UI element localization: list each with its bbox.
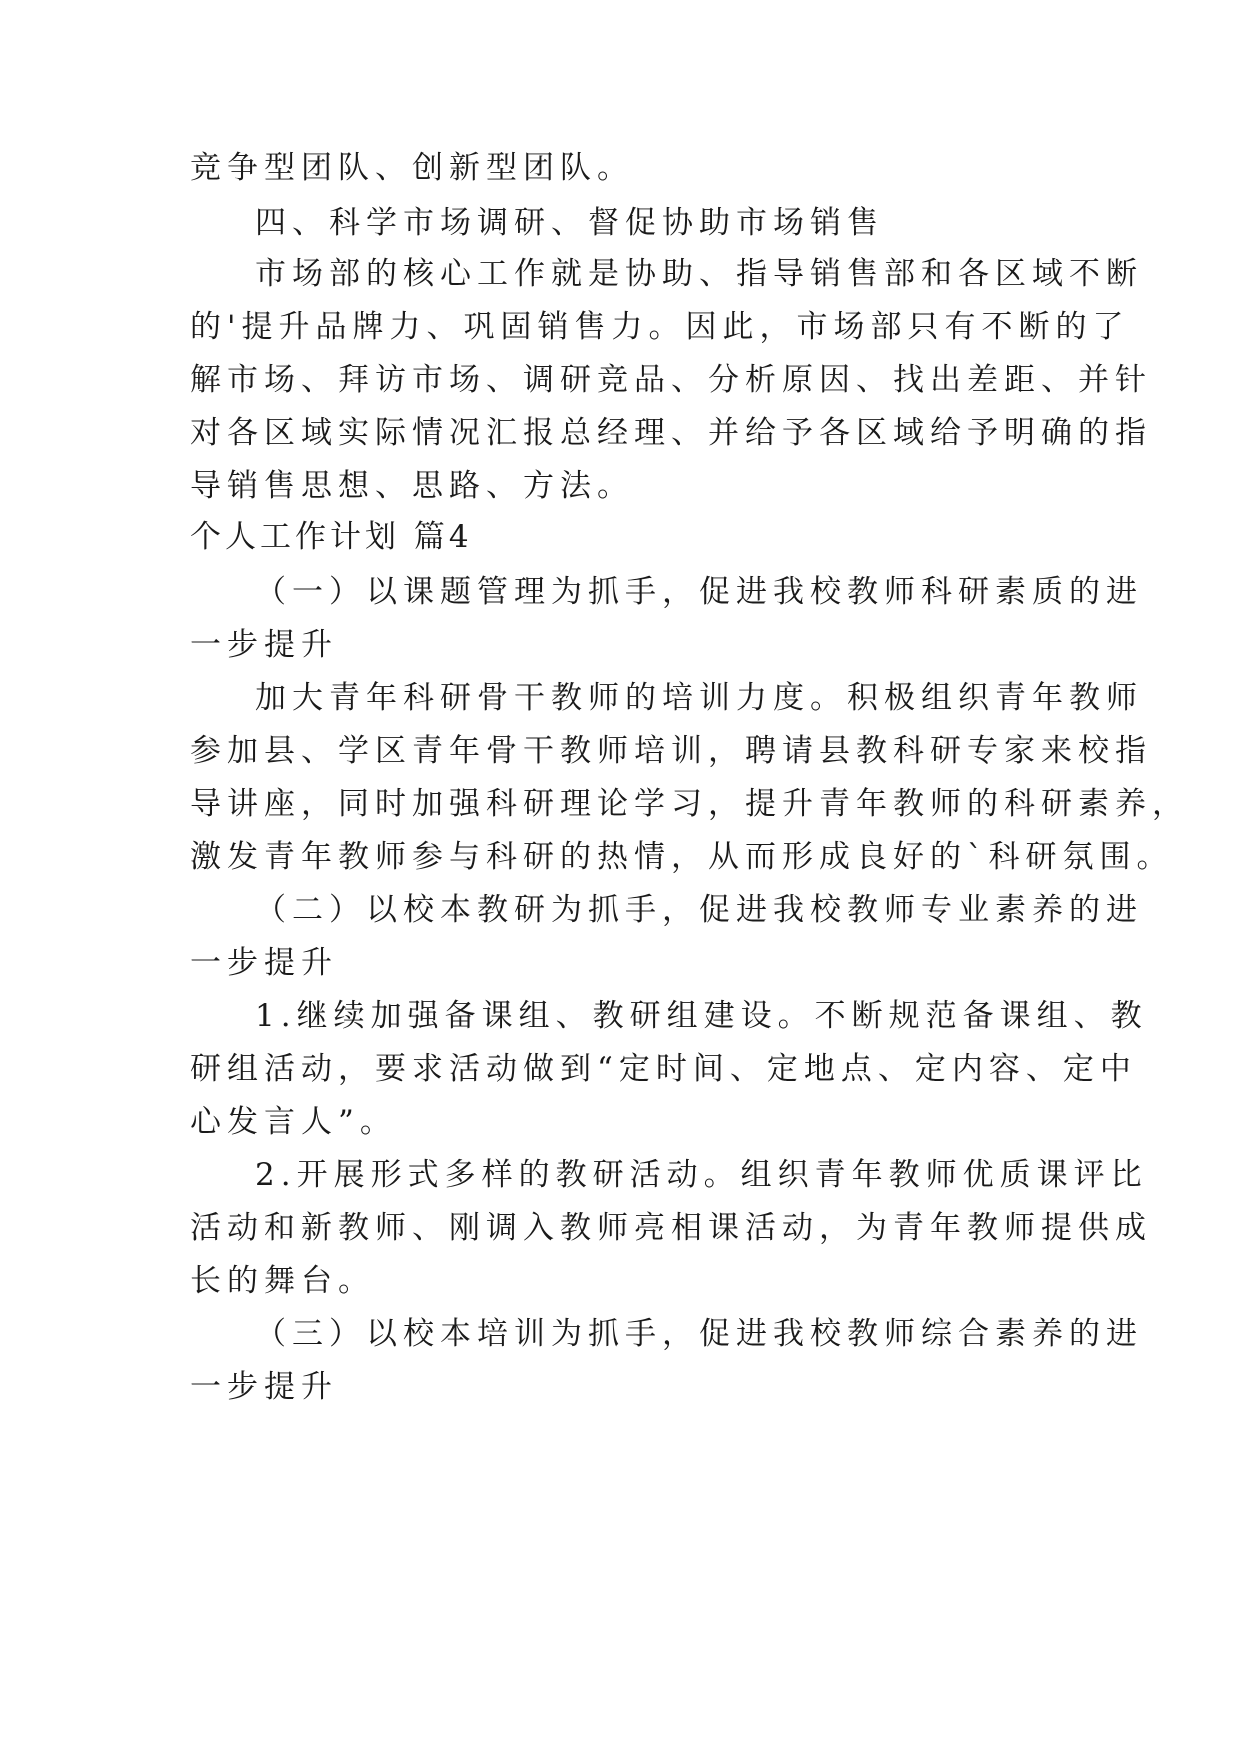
text-line: 研组活动，要求活动做到“定时间、定地点、定内容、定中 xyxy=(190,1051,1137,1087)
text-line: 导销售思想、思路、方法。 xyxy=(190,468,634,504)
text-line: 参加县、学区青年骨干教师培训，聘请县教科研专家来校指 xyxy=(190,733,1152,769)
text-line: 一步提升 xyxy=(190,945,338,981)
text-line: 1.继续加强备课组、教研组建设。不断规范备课组、教 xyxy=(255,998,1148,1034)
text-line: 激发青年教师参与科研的热情，从而形成良好的`科研氛围。 xyxy=(190,839,1174,875)
text-line: 长的舞台。 xyxy=(190,1263,375,1299)
text-line: 对各区域实际情况汇报总经理、并给予各区域给予明确的指 xyxy=(190,415,1152,451)
text-line: 一步提升 xyxy=(190,627,338,663)
text-line: 一步提升 xyxy=(190,1369,338,1405)
text-line: 加大青年科研骨干教师的培训力度。积极组织青年教师 xyxy=(255,680,1143,716)
section-heading: （三）以校本培训为抓手，促进我校教师综合素养的进 xyxy=(255,1316,1143,1352)
section-heading: 四、科学市场调研、督促协助市场销售 xyxy=(255,205,884,241)
section-heading: （二）以校本教研为抓手，促进我校教师专业素养的进 xyxy=(255,892,1143,928)
article-heading: 个人工作计划 篇4 xyxy=(190,519,473,555)
text-line: 2.开展形式多样的教研活动。组织青年教师优质课评比 xyxy=(255,1157,1148,1193)
section-heading: （一）以课题管理为抓手，促进我校教师科研素质的进 xyxy=(255,574,1143,610)
text-line: 解市场、拜访市场、调研竞品、分析原因、找出差距、并针 xyxy=(190,362,1152,398)
text-line: 竞争型团队、创新型团队。 xyxy=(190,150,634,186)
text-line: 活动和新教师、刚调入教师亮相课活动，为青年教师提供成 xyxy=(190,1210,1152,1246)
text-line: 市场部的核心工作就是协助、指导销售部和各区域不断 xyxy=(255,256,1143,292)
text-line: 的'提升品牌力、巩固销售力。因此，市场部只有不断的了 xyxy=(190,309,1130,345)
text-line: 导讲座，同时加强科研理论学习，提升青年教师的科研素养， xyxy=(190,786,1189,822)
text-line: 心发言人”。 xyxy=(190,1104,397,1140)
